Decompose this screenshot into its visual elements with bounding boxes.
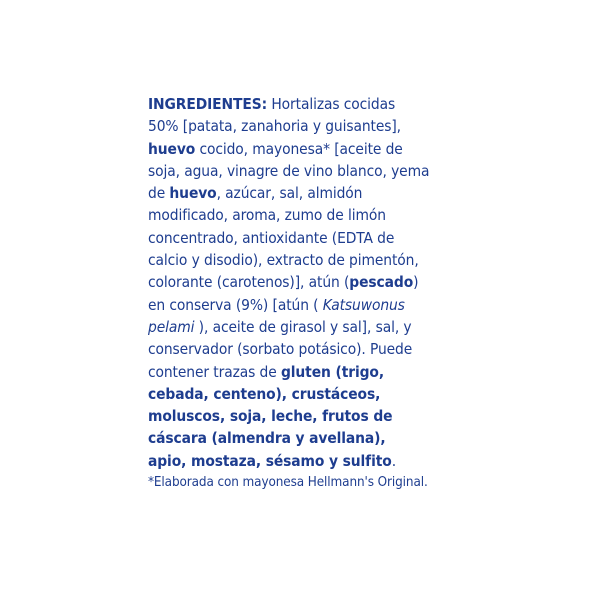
allergen-text: cebada, centeno), crustáceos, [148, 384, 381, 403]
ingredients-text [148, 93, 468, 472]
ingredient-text: modificado, aroma, zumo de limón [148, 206, 386, 225]
ingredients-list [148, 93, 468, 494]
ingredient-text: cocido, mayonesa* [aceite de [195, 139, 403, 158]
ingredient-text: de [148, 184, 170, 203]
species-name-text: pelami [148, 317, 195, 336]
allergen-text: huevo [169, 184, 217, 203]
mayonnaise-footnote: *Elaborada con mayonesa Hellmann's Original. [148, 475, 428, 491]
ingredients-line [148, 138, 468, 160]
ingredients-line [148, 160, 468, 182]
ingredient-text: calcio y disodio), extracto de pimentón, [148, 251, 419, 270]
ingredients-line [148, 427, 468, 449]
ingredients-line [148, 249, 468, 271]
ingredients-line [148, 271, 468, 293]
ingredient-text: 50% [patata, zanahoria y guisantes], [148, 117, 401, 136]
allergen-text: moluscos, soja, leche, frutos de [148, 407, 393, 426]
ingredient-text: , azúcar, sal, almidón [216, 184, 363, 203]
ingredient-text: en conserva (9%) [atún ( [148, 295, 323, 314]
ingredient-text: soja, agua, vinagre de vino blanco, yema [148, 161, 430, 180]
ingredients-line [148, 93, 468, 115]
ingredients-line [148, 338, 468, 360]
ingredient-text: Hortalizas cocidas [267, 95, 396, 113]
ingredients-line [148, 115, 468, 137]
ingredient-text: conservador (sorbato potásico). Puede [148, 340, 413, 359]
ingredient-text: ) [413, 273, 419, 292]
ingredient-text: contener trazas de [148, 362, 281, 381]
ingredient-text: ), aceite de girasol y sal], sal, y [194, 317, 412, 336]
ingredients-line [148, 383, 468, 405]
ingredients-line [148, 204, 468, 226]
allergen-text: pescado [349, 273, 414, 292]
species-name-text: Katsuwonus [322, 295, 405, 314]
allergen-text: cáscara (almendra y avellana), [148, 429, 386, 448]
allergen-text: gluten (trigo, [280, 362, 384, 381]
ingredients-line [148, 316, 468, 338]
ingredients-line [148, 450, 468, 472]
allergen-text: huevo [148, 139, 196, 158]
ingredient-text: . [391, 451, 396, 470]
ingredients-line [148, 182, 468, 204]
ingredients-line [148, 227, 468, 249]
allergen-text: apio, mostaza, sésamo y sulfito [148, 451, 392, 470]
ingredients-line [148, 405, 468, 427]
ingredient-text: colorante (carotenos)], atún ( [148, 273, 350, 292]
ingredient-text: concentrado, antioxidante (EDTA de [148, 228, 395, 247]
allergen-text: INGREDIENTES: [148, 95, 268, 113]
ingredients-line [148, 294, 468, 316]
ingredients-line [148, 361, 468, 383]
